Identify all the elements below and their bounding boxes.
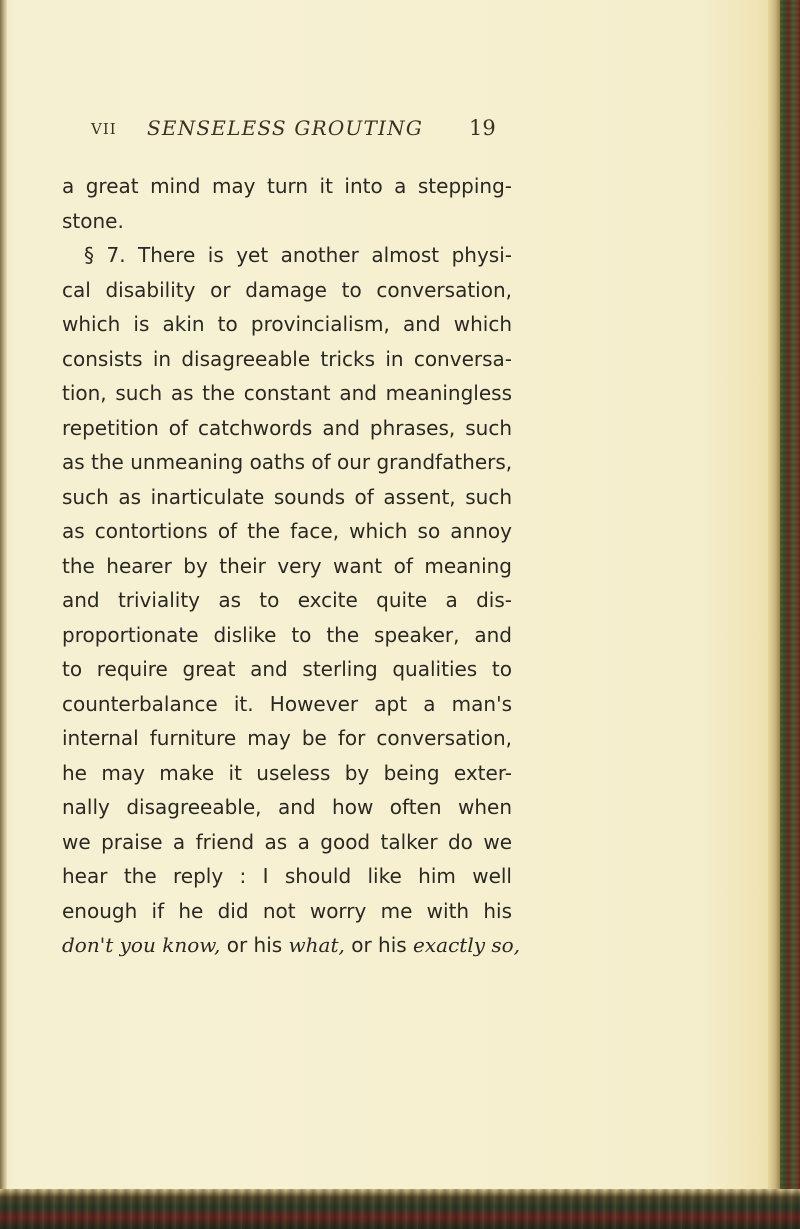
chapter-number: VII	[91, 120, 117, 138]
text-line: enough if he did not worry me with his	[62, 898, 512, 923]
text-line: he may make it useless by being exter-	[62, 760, 512, 785]
text-line: § 7. There is yet another almost physi-	[84, 243, 512, 267]
page-number: 19	[469, 116, 496, 140]
text-line: nally disagreeable, and how often when	[62, 795, 512, 819]
text-line: as the unmeaning oaths of our grandfathers,	[62, 450, 513, 474]
text-line: to require great and sterling qualities to	[62, 657, 512, 681]
text-line: repetition of catchwords and phrases, such	[62, 415, 512, 440]
plain-text: or his	[344, 933, 414, 957]
text-line: stone.	[62, 208, 124, 233]
text-line: proportionate dislike to the speaker, and	[62, 622, 512, 647]
book-bottom-edge	[0, 1189, 800, 1229]
italic-phrase: exactly so,	[413, 933, 521, 957]
page-left-edge	[0, 0, 7, 1229]
text-line: which is akin to provincialism, and which	[62, 312, 512, 336]
text-line: we praise a friend as a good talker do we	[62, 829, 512, 854]
running-header	[0, 114, 800, 142]
italic-phrase: don't you know,	[62, 933, 221, 957]
text-line: and triviality as to excite quite a dis-	[62, 588, 512, 612]
running-title: SENSELESS GROUTING	[147, 116, 423, 140]
book-cover-edge	[780, 0, 800, 1229]
text-line: cal disability or damage to conversation,	[62, 277, 512, 302]
text-line: a great mind may turn it into a stepping-	[62, 174, 512, 198]
text-line: such as inarticulate sounds of assent, such	[62, 484, 512, 509]
text-line: as contortions of the face, which so annoy	[62, 519, 512, 543]
text-line: the hearer by their very want of meaning	[62, 553, 512, 578]
text-line: counterbalance it. However apt a man's	[62, 691, 512, 716]
body-text	[62, 169, 521, 963]
text-line-last	[62, 928, 521, 963]
page-gutter-shadow	[768, 0, 780, 1229]
text-line: tion, such as the constant and meaningless	[62, 381, 512, 405]
text-line: internal furniture may be for conversation,	[62, 726, 512, 750]
italic-phrase: what,	[288, 933, 345, 957]
text-line: hear the reply : I should like him well	[62, 864, 512, 888]
plain-text: or his	[220, 933, 289, 957]
text-line: consists in disagreeable tricks in conversa-	[62, 346, 512, 371]
